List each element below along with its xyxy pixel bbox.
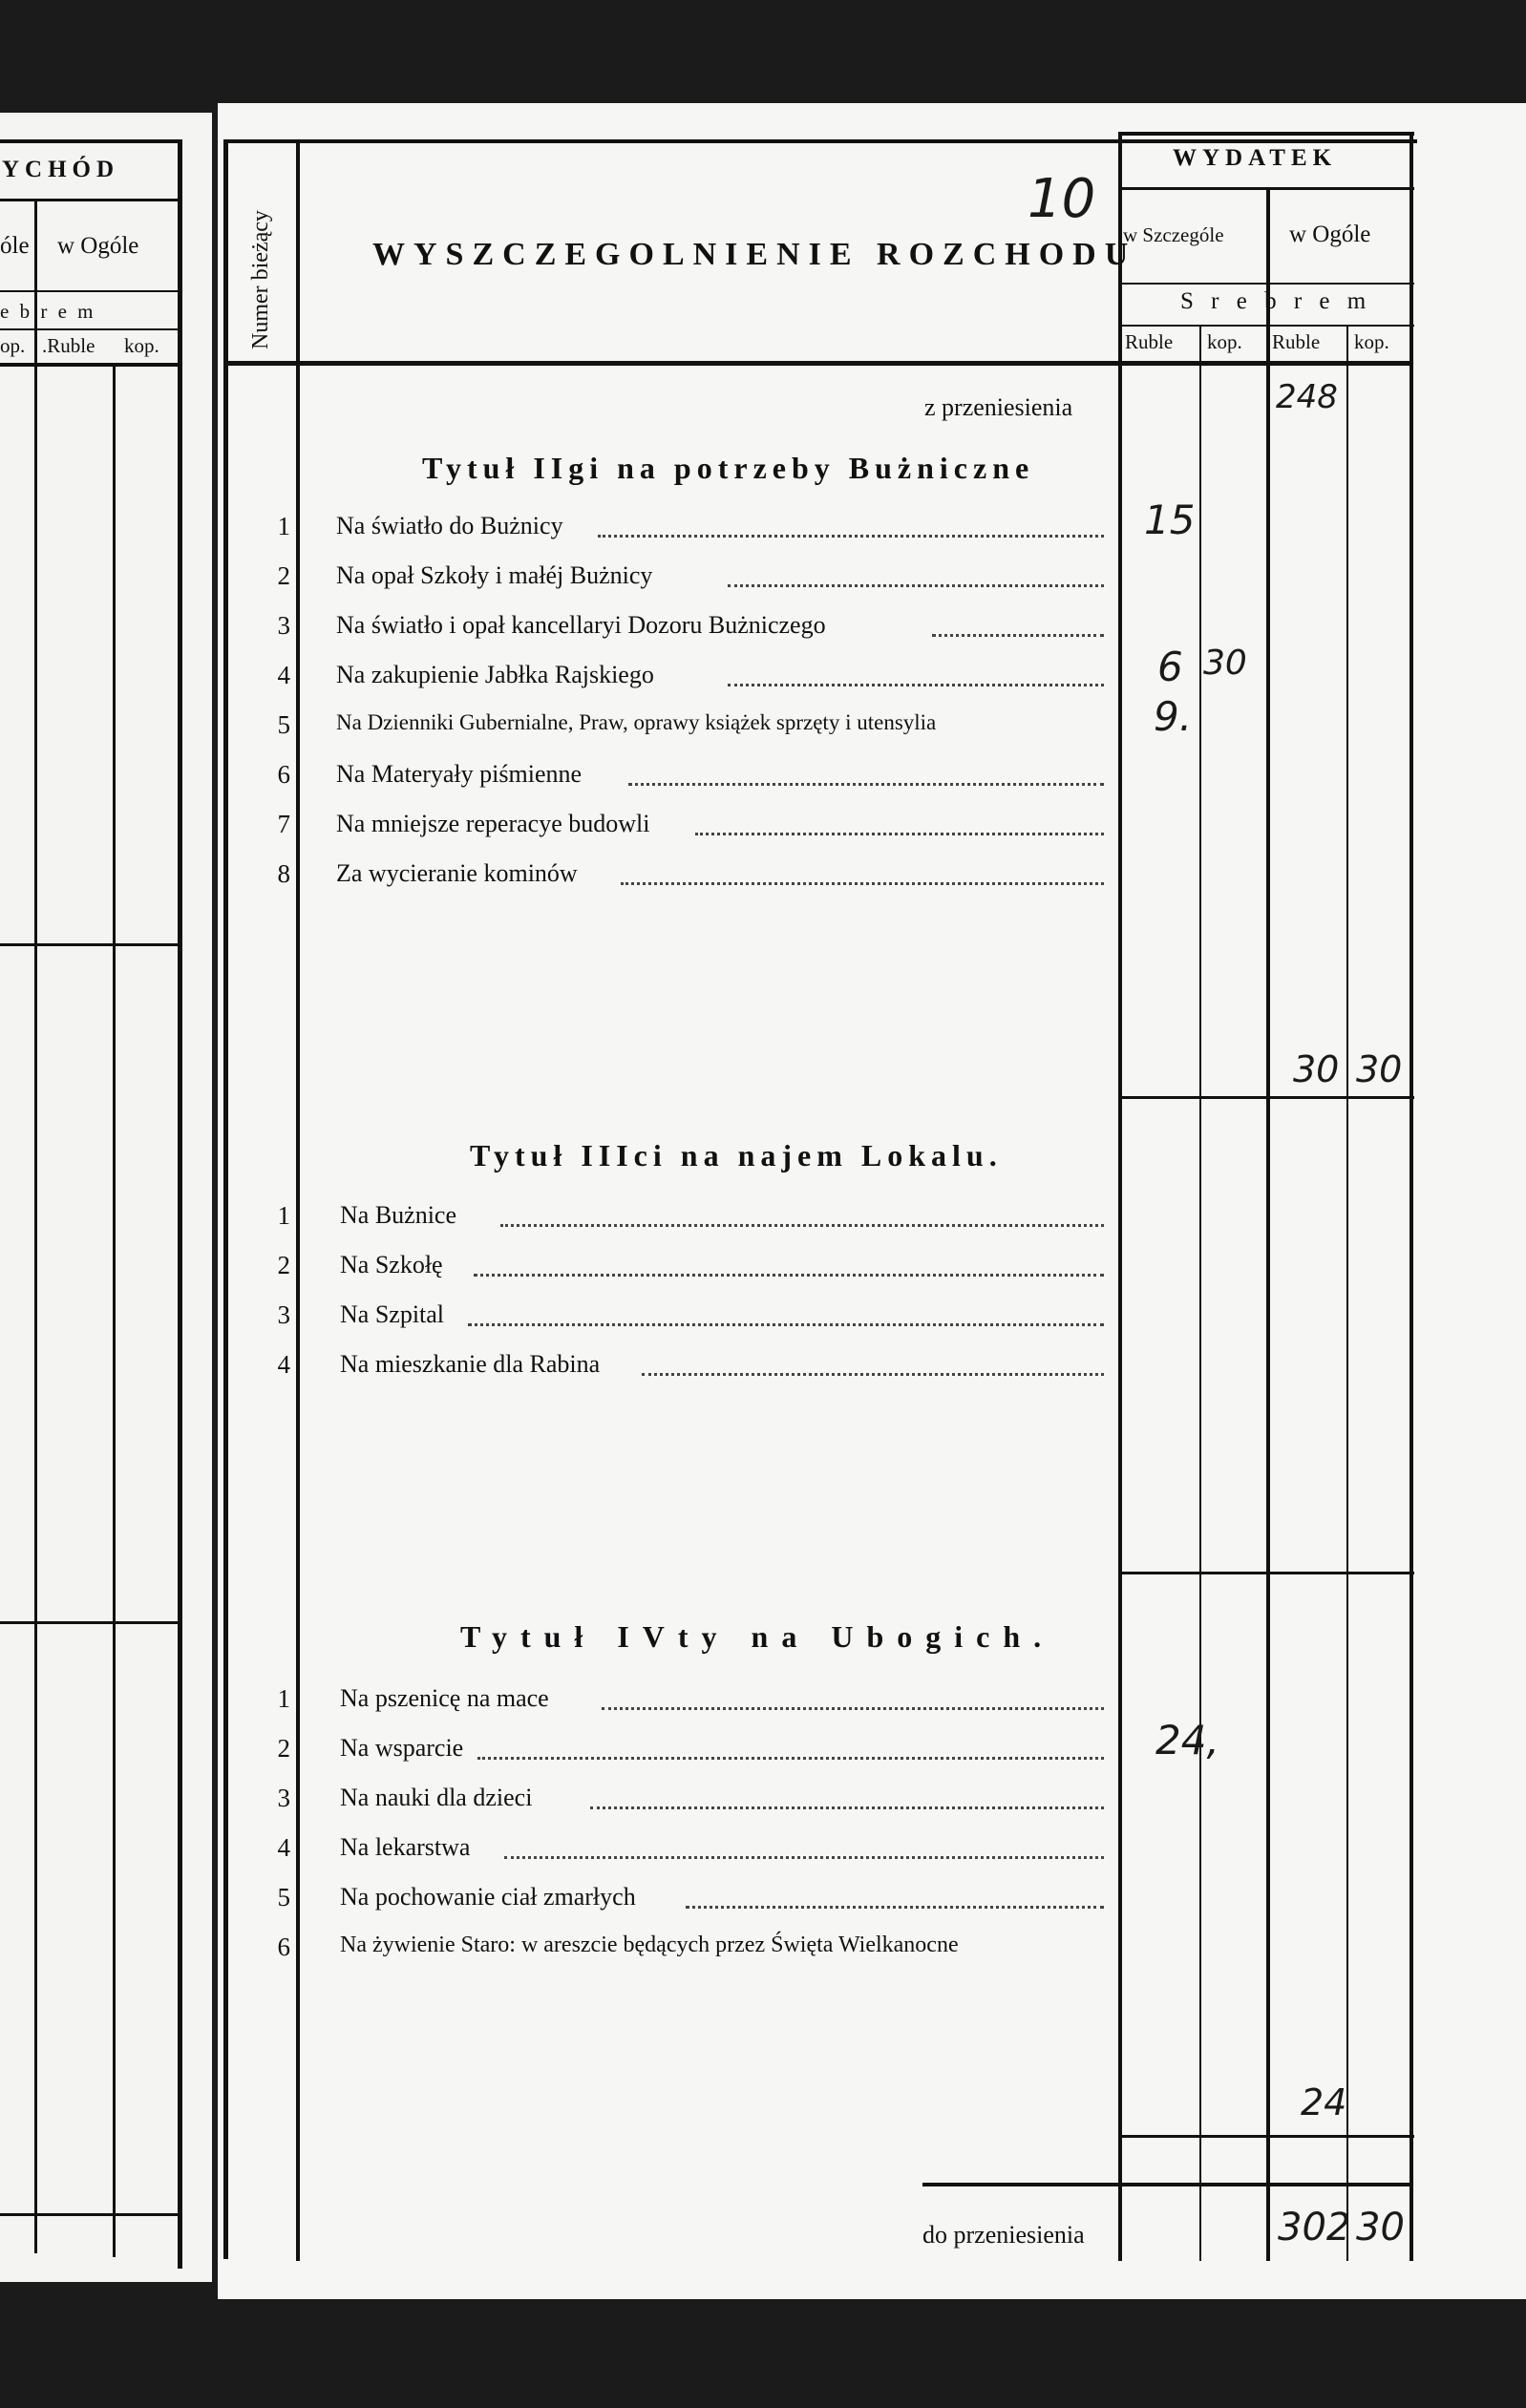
row-number: 6: [277, 760, 290, 789]
row-text: Na Materyały piśmienne: [336, 760, 583, 788]
row-ruble: 6: [1157, 644, 1183, 690]
ruble-header-1: Ruble: [1125, 330, 1174, 353]
row-text: Na lekarstwa: [340, 1833, 471, 1861]
row-text: Za wycieranie kominów: [336, 859, 578, 887]
page-title: WYSZCZEGOLNIENIE ROZCHODU: [372, 237, 1137, 272]
row-text: Na światło i opał kancellaryi Dozoru Bużniczego: [336, 611, 826, 639]
row-text: Na Szpital: [340, 1300, 445, 1328]
left-col-ogole: w Ogóle: [57, 233, 139, 259]
left-sub-kop: op.: [0, 334, 26, 357]
row-number: 2: [277, 1251, 290, 1279]
row-number: 1: [277, 512, 290, 540]
row-text: Na Szkołę: [340, 1251, 443, 1278]
row-ruble: 9.: [1154, 693, 1193, 740]
row-number: 2: [277, 1734, 290, 1763]
row-text: Na pszenicę na mace: [340, 1684, 549, 1712]
row-number: 2: [277, 561, 290, 590]
row-number: 3: [277, 1784, 290, 1812]
section-ii-total-kop: 30: [1356, 1048, 1403, 1090]
row-ruble: 24,: [1155, 1717, 1219, 1764]
ruble-header-2: Ruble: [1272, 330, 1321, 353]
row-number: 5: [277, 710, 290, 739]
w-szczegole-header: w Szczególe: [1123, 223, 1224, 246]
section-title-ii: Tytuł IIgi na potrzeby Bużniczne: [422, 451, 1035, 485]
carry-out-kop: 30: [1356, 2206, 1405, 2250]
row-text: Na nauki dla dzieci: [340, 1784, 533, 1811]
row-kop: 30: [1203, 644, 1247, 683]
row-number: 1: [277, 1684, 290, 1713]
row-text: Na żywienie Staro: w areszcie będących przez Święta Wielkanocne: [340, 1933, 959, 1957]
left-currency: e b r e m: [0, 300, 96, 323]
left-header-title: YCHÓD: [2, 157, 120, 182]
left-ledger-sheet: [0, 113, 212, 2282]
row-number: 7: [277, 810, 290, 838]
carry-out-label: do przeniesienia: [922, 2221, 1085, 2249]
left-sub-ruble: .Ruble: [42, 334, 95, 357]
row-number: 5: [277, 1883, 290, 1912]
row-number: 4: [277, 661, 290, 689]
row-number: 4: [277, 1350, 290, 1379]
kop-header-2: kop.: [1354, 330, 1389, 353]
row-number: 3: [277, 1300, 290, 1329]
section-title-iv: Tytuł IVty na Ubogich.: [460, 1619, 1055, 1654]
row-number: 6: [277, 1933, 290, 1961]
row-number: 4: [277, 1833, 290, 1862]
row-text: Na światło do Bużnicy: [336, 512, 563, 539]
row-ruble: 15: [1144, 496, 1196, 543]
row-text: Na Bużnice: [340, 1201, 457, 1229]
w-ogole-header: w Ogóle: [1289, 222, 1371, 247]
row-number: 1: [277, 1201, 290, 1230]
left-sub-kop2: kop.: [124, 334, 159, 357]
row-text: Na zakupienie Jabłka Rajskiego: [336, 661, 654, 688]
kop-header-1: kop.: [1207, 330, 1242, 353]
row-text: Na mniejsze reperacye budowli: [336, 810, 650, 837]
row-number: 8: [277, 859, 290, 888]
row-text: Na Dzienniki Gubernialne, Praw, oprawy książek sprzęty i utensylia: [336, 710, 937, 734]
left-col-szczegole: óle: [0, 233, 30, 259]
carry-out-ruble: 302: [1278, 2206, 1351, 2250]
section-iv-total-ruble: 24: [1301, 2081, 1347, 2123]
section-title-iii: Tytuł IIIci na najem Lokalu.: [470, 1138, 1003, 1172]
row-text: Na wsparcie: [340, 1734, 464, 1762]
carry-in-ruble: 248: [1276, 378, 1338, 416]
page-number: 10: [1028, 168, 1096, 230]
srebrem-header: S r e b r e m: [1180, 288, 1372, 314]
section-ii-total-ruble: 30: [1293, 1048, 1340, 1090]
ledger-page: [218, 103, 1526, 2299]
row-text: Na opał Szkoły i małéj Bużnicy: [336, 561, 653, 589]
carry-in-label: z przeniesienia: [924, 393, 1073, 421]
row-number: 3: [277, 611, 290, 640]
numer-biezacy-label: Numer bieżący: [248, 210, 273, 349]
row-text: Na pochowanie ciał zmarłych: [340, 1883, 636, 1911]
row-text: Na mieszkanie dla Rabina: [340, 1350, 601, 1378]
wydatek-header: WYDATEK: [1173, 145, 1338, 171]
